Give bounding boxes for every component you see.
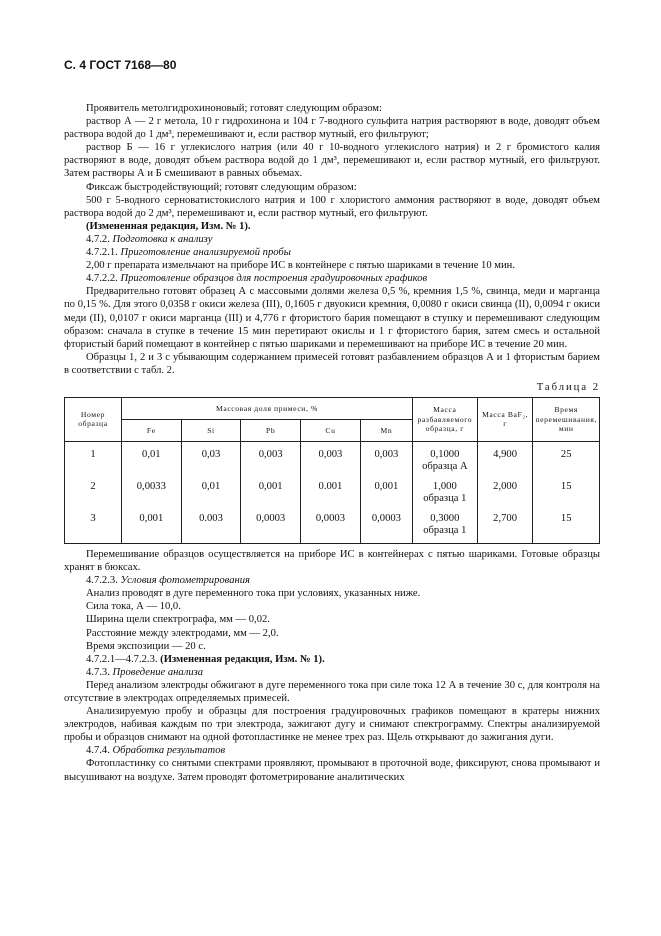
section-title: Условия фотометрирования	[120, 575, 250, 587]
section-4-7-2-1	[64, 246, 600, 259]
header-element-pb: Pb	[241, 419, 301, 441]
section-number: 4.7.2.	[86, 233, 110, 245]
amendment-note-2	[64, 653, 600, 666]
cell-cu: 0,003	[301, 441, 361, 479]
document-page	[64, 58, 600, 784]
paragraph-solution-b: раствор Б — 16 г углекислого натрия (или 40 г 10-водного углекислого натрия) и 2 г бромистого калия растворяют в воде, доводят объем раствора водой до 1 дм³, перемешивают и, если раствор мутный, его фильтруют. Затем растворы А и Б смешивают в равных объемах.	[64, 142, 600, 180]
header-mixing-time: Время перемешивания, мин	[533, 397, 600, 441]
paragraph-fixer: Фиксаж быстродействующий; готовят следующим образом:	[86, 181, 357, 193]
paragraph-mixing: Перемешивание образцов осуществляется на приборе ИС в контейнерах с пятью шариками. Готовые образцы хранят в бюксах.	[64, 548, 600, 574]
cell-diluted	[412, 441, 477, 479]
section-number: 4.7.2.3.	[86, 575, 118, 587]
table-row	[65, 479, 600, 511]
cell-time: 15	[533, 511, 600, 544]
cell-time: 15	[533, 479, 600, 511]
section-title: Подготовка к анализу	[112, 233, 213, 245]
header-element-fe: Fe	[121, 419, 181, 441]
cell-number: 3	[65, 511, 122, 544]
cell-fe: 0,0033	[121, 479, 181, 511]
condition-slit-width: Ширина щели спектрографа, мм — 0,02.	[86, 614, 270, 626]
diluted-mass-value: 1,000	[432, 480, 457, 492]
section-number: 4.7.3.	[86, 666, 110, 678]
cell-diluted	[412, 479, 477, 511]
paragraph-analysis-conditions: Анализ проводят в дуге переменного тока при условиях, указанных ниже.	[86, 588, 421, 600]
cell-si: 0,03	[181, 441, 241, 479]
cell-mn: 0,003	[360, 441, 412, 479]
cell-time: 25	[533, 441, 600, 479]
section-4-7-2-3	[64, 574, 600, 587]
header-diluted-mass: Масса разбавляемого образца, г	[412, 397, 477, 441]
diluted-mass-value: 0,1000	[430, 448, 460, 460]
paragraph-solution-a: раствор А — 2 г метола, 10 г гидрохинона и 104 г 7-водного сульфита натрия растворяют в воде, доводят объем раствора водой до 1 дм³, перемешивают и, если раствор мутный, его фильтруют;	[64, 116, 600, 141]
paragraph-developer: Проявитель метолгидрохиноновый; готовят следующим образом:	[86, 103, 382, 114]
cell-si: 0,01	[181, 479, 241, 511]
diluted-source: образца А	[422, 460, 468, 472]
section-number: 4.7.2.1.	[86, 247, 118, 259]
paragraph-grinding: 2,00 г препарата измельчают на приборе ИС в контейнере с пятью шариками в течение 10 мин.	[86, 260, 515, 272]
section-title: Проведение анализа	[112, 666, 204, 678]
header-element-mn: Mn	[360, 419, 412, 441]
cell-baf2: 2,000	[477, 479, 533, 511]
paragraph-fixer-recipe: 500 г 5-водного серноватистокислого натрия и 100 г хлористого аммония растворяют в воде, доводят объем раствора водой до 2 дм³, перемешивают и, если раствор мутный, его фильтруют.	[64, 194, 600, 219]
diluted-source: образца 1	[423, 492, 467, 504]
section-4-7-4	[64, 744, 600, 757]
cell-baf2: 2,700	[477, 511, 533, 544]
paragraph-sample-a: Предварительно готовят образец А с массовыми долями железа 0,5 %, кремния 1,5 %, свинца, меди и марганца по 0,15 %. Для этого 0,0358 г окиси железа (III), 0,1605 г двуокиси кремния, 0,0080 г окиси свинца (II), 0,0094 г окиси меди (II), 0,0107 г окиси марганца (III) и 4,776 г фтористого бария помещают в ступку и перемешивают следующим образом: сначала в ступке в течение 15 мин перетирают окислы и 1 г фтористого бария, затем смесь и остальной фтористый барий помещают в контейнер с пятью шариками и перемешивают на приборе ИС в течение 20 мин.	[64, 286, 600, 350]
cell-mn: 0,0003	[360, 511, 412, 544]
diluted-source: образца 1	[423, 524, 467, 536]
cell-pb: 0,0003	[241, 511, 301, 544]
header-sample-number: Номер образца	[65, 397, 122, 441]
section-4-7-2	[64, 233, 600, 246]
paragraph-spectrogram: Анализируемую пробу и образцы для построения градуировочных графиков помещают в кратеры нижних электродов, набивая каждым по три электрода, зажигают дугу и снимают спектрограмму. Спектры анализируемой пробы и образцов снимают на одной фотопластинке не менее трех раз. Щель открывают до зажигания дуги.	[64, 706, 600, 744]
section-title: Приготовление образцов для построения градуировочных графиков	[120, 273, 428, 285]
section-4-7-3	[64, 666, 600, 679]
section-4-7-2-2	[64, 272, 600, 285]
cell-fe: 0,001	[121, 511, 181, 544]
cell-fe: 0,01	[121, 441, 181, 479]
table-row	[65, 441, 600, 479]
section-title: Обработка результатов	[112, 745, 226, 757]
section-number: 4.7.4.	[86, 745, 110, 757]
paragraph-processing: Фотопластинку со снятыми спектрами проявляют, промывают в проточной воде, фиксируют, снова промывают и высушивают на воздухе. Затем проводят фотометрирование аналитических	[64, 758, 600, 783]
header-element-si: Si	[181, 419, 241, 441]
cell-number: 1	[65, 441, 122, 479]
condition-exposure: Время экспозиции — 20 с.	[86, 640, 206, 652]
diluted-mass-value: 0,3000	[430, 512, 460, 524]
paragraph-samples-dilution: Образцы 1, 2 и 3 с убывающим содержанием примесей готовят разбавлением образцов А и 1 фтористым барием в соответствии с табл. 2.	[64, 351, 600, 376]
condition-electrode-gap: Расстояние между электродами, мм — 2,0.	[86, 627, 279, 639]
section-number: 4.7.2.1—4.7.2.3.	[86, 653, 158, 665]
cell-pb: 0,003	[241, 441, 301, 479]
cell-diluted	[412, 511, 477, 544]
cell-mn: 0,001	[360, 479, 412, 511]
page-header: С. 4 ГОСТ 7168—80	[64, 58, 177, 72]
cell-cu: 0.001	[301, 479, 361, 511]
cell-si: 0.003	[181, 511, 241, 544]
cell-cu: 0,0003	[301, 511, 361, 544]
cell-number: 2	[65, 479, 122, 511]
header-impurity-mass-fraction: Массовая доля примеси, %	[121, 397, 412, 419]
header-baf2-mass: Масса BaF₂, г	[477, 397, 533, 441]
table-caption: Таблица 2	[536, 381, 600, 393]
section-title: Приготовление анализируемой пробы	[120, 247, 291, 259]
table-row	[65, 511, 600, 544]
paragraph-electrode-burn: Перед анализом электроды обжигают в дуге переменного тока при силе тока 12 А в течение 30 с, для контроля на отсутствие в электродах определяемых примесей.	[64, 679, 600, 704]
samples-table	[64, 397, 600, 544]
header-element-cu: Cu	[301, 419, 361, 441]
section-number: 4.7.2.2.	[86, 273, 118, 285]
cell-baf2: 4,900	[477, 441, 533, 479]
cell-pb: 0,001	[241, 479, 301, 511]
condition-current: Сила тока, А — 10,0.	[86, 601, 181, 613]
amendment-text: (Измененная редакция, Изм. № 1).	[160, 653, 325, 665]
amendment-note-1: (Измененная редакция, Изм. № 1).	[86, 220, 251, 232]
